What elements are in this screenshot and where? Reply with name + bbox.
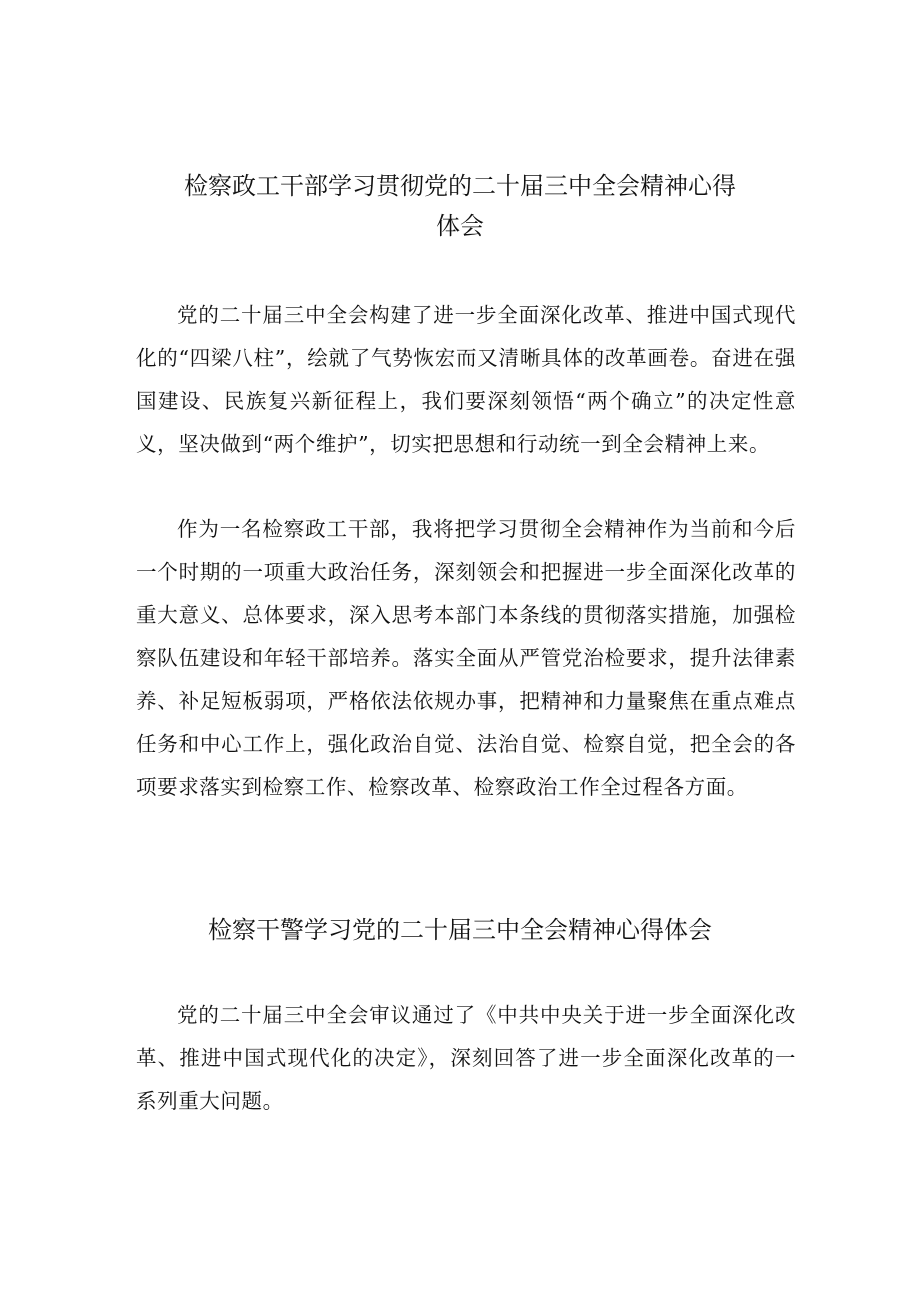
section-1-paragraph-2: 作为一名检察政工干部，我将把学习贯彻全会精神作为当前和今后一个时期的一项重大政治任务，深刻领会和把握进一步全面深化改革的重大意义、总体要求，深入思考本部门本条线的贯彻落实措施，加强检察队伍建设和年轻干部培养。落实全面从严管党治检要求，提升法律素养、补足短板弱项，严格依法依规办事，把精神和力量聚焦在重点难点任务和中心工作上，强化政治自觉、法治自觉、检察自觉，把全会的各项要求落实到检察工作、检察改革、检察政治工作全过程各方面。: [136, 517, 796, 799]
section-1-paragraph-1: 党的二十届三中全会构建了进一步全面深化改革、推进中国式现代化的“四梁八柱”，绘就了气势恢宏而又清晰具体的改革画卷。奋进在强国建设、民族复兴新征程上，我们要深刻领悟“两个确立”的决定性意义，坚决做到“两个维护”，切实把思想和行动统一到全会精神上来。: [136, 303, 796, 456]
section-1-title-line-1: 检察政工干部学习贯彻党的二十届三中全会精神心得: [184, 172, 736, 200]
section-2-title: 检察干警学习党的二十届三中全会精神心得体会: [208, 916, 712, 944]
section-2-paragraph-1: 党的二十届三中全会审议通过了《中共中央关于进一步全面深化改革、推进中国式现代化的决定》，深刻回答了进一步全面深化改革的一系列重大问题。: [136, 1003, 796, 1113]
section-1-title-line-2: 体会: [436, 212, 484, 240]
section-1-title: [120, 166, 800, 246]
